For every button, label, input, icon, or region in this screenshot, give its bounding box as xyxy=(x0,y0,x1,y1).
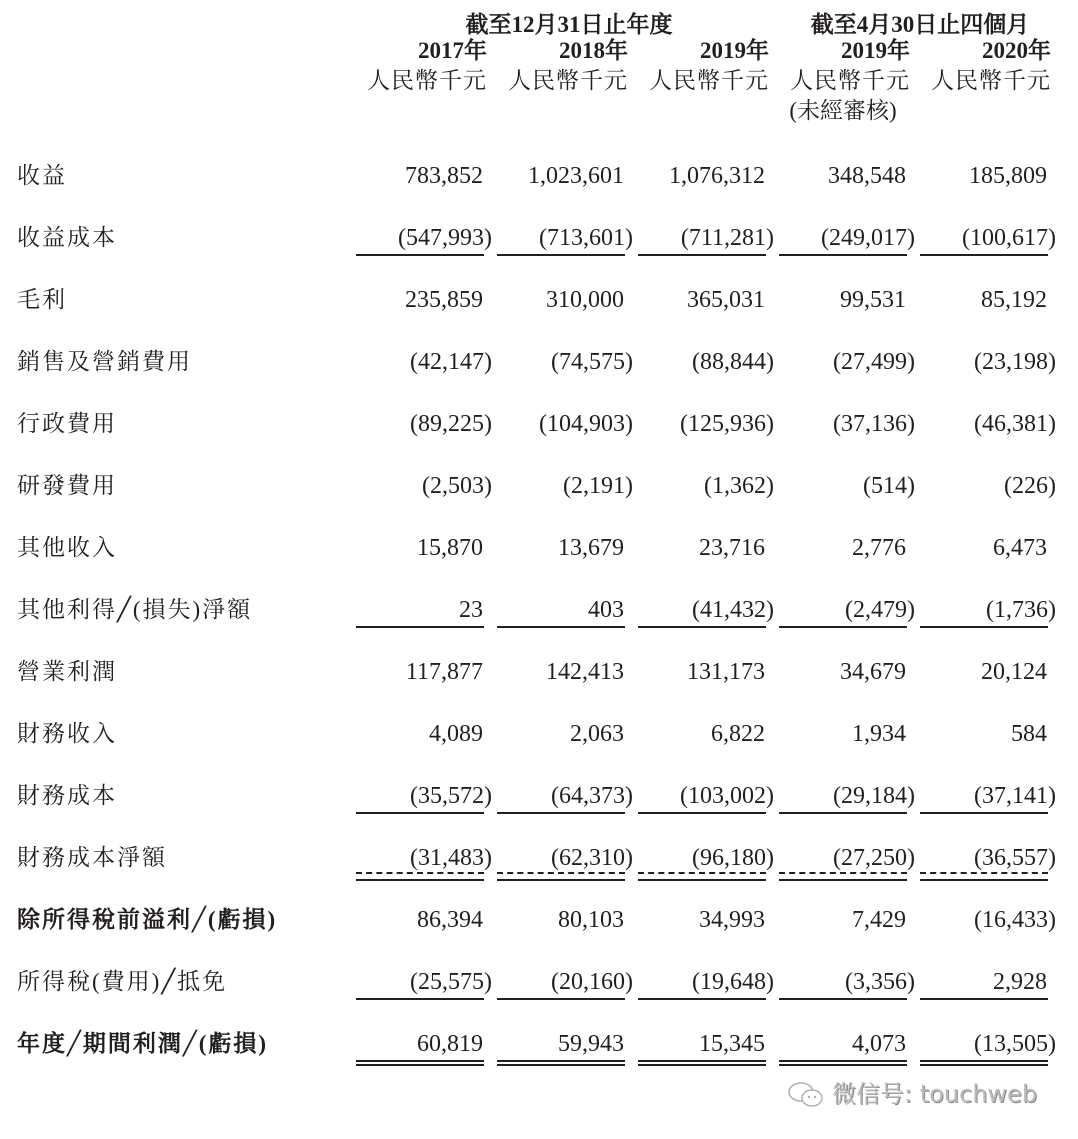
table-cell: 85,192 xyxy=(981,287,1047,313)
column-header xyxy=(629,36,769,96)
table-cell: (104,903) xyxy=(539,411,633,437)
row-label: 財務成本 xyxy=(17,783,117,808)
table-cell: (64,373) xyxy=(551,783,633,809)
table-cell: (25,575) xyxy=(410,969,492,995)
table-cell: 15,870 xyxy=(417,535,483,561)
table-cell: 142,413 xyxy=(546,659,624,685)
table-cell: (46,381) xyxy=(974,411,1056,437)
wechat-icon xyxy=(786,1081,826,1109)
table-row xyxy=(0,776,1078,816)
table-cell: 86,394 xyxy=(417,907,483,933)
table-cell: (2,479) xyxy=(845,597,915,623)
table-cell: 99,531 xyxy=(840,287,906,313)
row-label: 所得稅(費用)╱抵免 xyxy=(17,969,228,994)
table-cell: (20,160) xyxy=(551,969,633,995)
table-cell: (2,191) xyxy=(563,473,633,499)
table-cell: 1,934 xyxy=(852,721,906,747)
column-year: 2019年 xyxy=(700,38,769,63)
header-group-four-months: 截至4月30日止四個月 xyxy=(810,12,1030,37)
table-cell: 310,000 xyxy=(546,287,624,313)
underline xyxy=(497,254,625,256)
column-unit: 人民幣千元 xyxy=(931,68,1051,93)
table-cell: (713,601) xyxy=(539,225,633,251)
row-label: 行政費用 xyxy=(17,411,117,436)
column-unit: 人民幣千元 xyxy=(649,68,769,93)
row-label: 研發費用 xyxy=(17,473,117,498)
watermark xyxy=(786,1074,1037,1109)
table-cell: (89,225) xyxy=(410,411,492,437)
underline-dotted xyxy=(497,872,625,881)
column-header xyxy=(770,36,910,126)
table-cell: 584 xyxy=(1011,721,1047,747)
underline-dotted xyxy=(920,872,1048,881)
table-cell: 2,063 xyxy=(570,721,624,747)
table-row xyxy=(0,838,1078,878)
column-header xyxy=(488,36,628,96)
table-cell: (3,356) xyxy=(845,969,915,995)
table-cell: (16,433) xyxy=(974,907,1056,933)
table-cell: 80,103 xyxy=(558,907,624,933)
watermark-text: 微信号: touchweb xyxy=(832,1080,1038,1108)
row-label: 財務收入 xyxy=(17,721,117,746)
table-cell: 4,073 xyxy=(852,1031,906,1057)
underline xyxy=(920,626,1048,628)
table-row xyxy=(0,714,1078,754)
table-cell: 34,993 xyxy=(699,907,765,933)
table-cell: 6,822 xyxy=(711,721,765,747)
table-row xyxy=(0,156,1078,196)
row-label: 毛利 xyxy=(17,287,67,312)
underline-dotted xyxy=(638,872,766,881)
row-label: 收益成本 xyxy=(17,225,117,250)
column-note: (未經審核) xyxy=(789,98,897,123)
underline xyxy=(779,254,907,256)
table-cell: 185,809 xyxy=(969,163,1047,189)
table-cell: 365,031 xyxy=(687,287,765,313)
table-row xyxy=(0,218,1078,258)
table-cell: 1,076,312 xyxy=(669,163,765,189)
row-label: 銷售及營銷費用 xyxy=(17,349,192,374)
table-cell: 117,877 xyxy=(405,659,483,685)
table-cell: (27,250) xyxy=(833,845,915,871)
row-label: 財務成本淨額 xyxy=(17,845,167,870)
table-cell: 6,473 xyxy=(993,535,1047,561)
table-cell: 23,716 xyxy=(699,535,765,561)
table-cell: 235,859 xyxy=(405,287,483,313)
table-cell: 2,776 xyxy=(852,535,906,561)
column-unit: 人民幣千元 xyxy=(508,68,628,93)
table-cell: (37,141) xyxy=(974,783,1056,809)
table-row xyxy=(0,280,1078,320)
table-cell: (88,844) xyxy=(692,349,774,375)
table-cell: 1,023,601 xyxy=(528,163,624,189)
underline xyxy=(638,812,766,814)
underline xyxy=(920,254,1048,256)
table-cell: (100,617) xyxy=(962,225,1056,251)
table-cell: 7,429 xyxy=(852,907,906,933)
table-cell: 403 xyxy=(588,597,624,623)
table-cell: 59,943 xyxy=(558,1031,624,1057)
table-cell: (27,499) xyxy=(833,349,915,375)
row-label: 除所得稅前溢利╱(虧損) xyxy=(17,907,278,932)
underline xyxy=(356,254,484,256)
table-cell: 783,852 xyxy=(405,163,483,189)
table-row xyxy=(0,342,1078,382)
table-cell: (13,505) xyxy=(974,1031,1056,1057)
table-row xyxy=(0,528,1078,568)
underline xyxy=(497,812,625,814)
column-unit: 人民幣千元 xyxy=(367,68,487,93)
row-label: 營業利潤 xyxy=(17,659,117,684)
column-year: 2018年 xyxy=(559,38,628,63)
table-cell: (96,180) xyxy=(692,845,774,871)
column-header xyxy=(911,36,1051,96)
underline xyxy=(638,626,766,628)
underline-double xyxy=(779,1060,907,1066)
table-row xyxy=(0,900,1078,940)
table-cell: (19,648) xyxy=(692,969,774,995)
table-cell: 34,679 xyxy=(840,659,906,685)
underline xyxy=(356,626,484,628)
underline xyxy=(356,998,484,1000)
column-year: 2017年 xyxy=(418,38,487,63)
table-cell: 131,173 xyxy=(687,659,765,685)
table-cell: (23,198) xyxy=(974,349,1056,375)
table-cell: (42,147) xyxy=(410,349,492,375)
table-cell: (1,736) xyxy=(986,597,1056,623)
table-cell: (35,572) xyxy=(410,783,492,809)
table-cell: (31,483) xyxy=(410,845,492,871)
table-cell: (547,993) xyxy=(398,225,492,251)
table-cell: (249,017) xyxy=(821,225,915,251)
table-cell: (103,002) xyxy=(680,783,774,809)
underline xyxy=(779,626,907,628)
table-cell: 4,089 xyxy=(429,721,483,747)
table-cell: (226) xyxy=(1004,473,1056,499)
table-cell: (36,557) xyxy=(974,845,1056,871)
table-cell: (711,281) xyxy=(680,225,774,251)
column-year: 2019年 xyxy=(841,38,910,63)
underline xyxy=(920,812,1048,814)
table-cell: 13,679 xyxy=(558,535,624,561)
table-row xyxy=(0,590,1078,630)
header-group-year: 截至12月31日止年度 xyxy=(465,12,673,37)
table-cell: (74,575) xyxy=(551,349,633,375)
table-cell: 60,819 xyxy=(417,1031,483,1057)
table-row xyxy=(0,652,1078,692)
row-label: 年度╱期間利潤╱(虧損) xyxy=(17,1031,269,1056)
underline xyxy=(779,998,907,1000)
row-label: 其他收入 xyxy=(17,535,117,560)
table-cell: (1,362) xyxy=(704,473,774,499)
table-cell: 15,345 xyxy=(699,1031,765,1057)
table-cell: (37,136) xyxy=(833,411,915,437)
column-header xyxy=(347,36,487,96)
underline-double xyxy=(356,1060,484,1066)
column-year: 2020年 xyxy=(982,38,1051,63)
underline xyxy=(497,998,625,1000)
row-label: 收益 xyxy=(17,163,67,188)
underline-double xyxy=(638,1060,766,1066)
underline xyxy=(356,812,484,814)
table-cell: 2,928 xyxy=(993,969,1047,995)
underline-double xyxy=(920,1060,1048,1066)
table-cell: (29,184) xyxy=(833,783,915,809)
table-cell: (2,503) xyxy=(422,473,492,499)
underline xyxy=(638,254,766,256)
underline-dotted xyxy=(356,872,484,881)
table-cell: (514) xyxy=(863,473,915,499)
underline-dotted xyxy=(779,872,907,881)
underline xyxy=(638,998,766,1000)
column-unit: 人民幣千元 xyxy=(790,68,910,93)
table-row xyxy=(0,962,1078,1002)
table-row xyxy=(0,1024,1078,1064)
table-row xyxy=(0,404,1078,444)
table-cell: (62,310) xyxy=(551,845,633,871)
row-label: 其他利得╱(損失)淨額 xyxy=(17,597,253,622)
table-cell: 23 xyxy=(459,597,483,623)
underline xyxy=(779,812,907,814)
table-cell: 20,124 xyxy=(981,659,1047,685)
table-cell: (41,432) xyxy=(692,597,774,623)
table-cell: (125,936) xyxy=(680,411,774,437)
underline xyxy=(920,998,1048,1000)
underline xyxy=(497,626,625,628)
underline-double xyxy=(497,1060,625,1066)
table-cell: 348,548 xyxy=(828,163,906,189)
table-row xyxy=(0,466,1078,506)
